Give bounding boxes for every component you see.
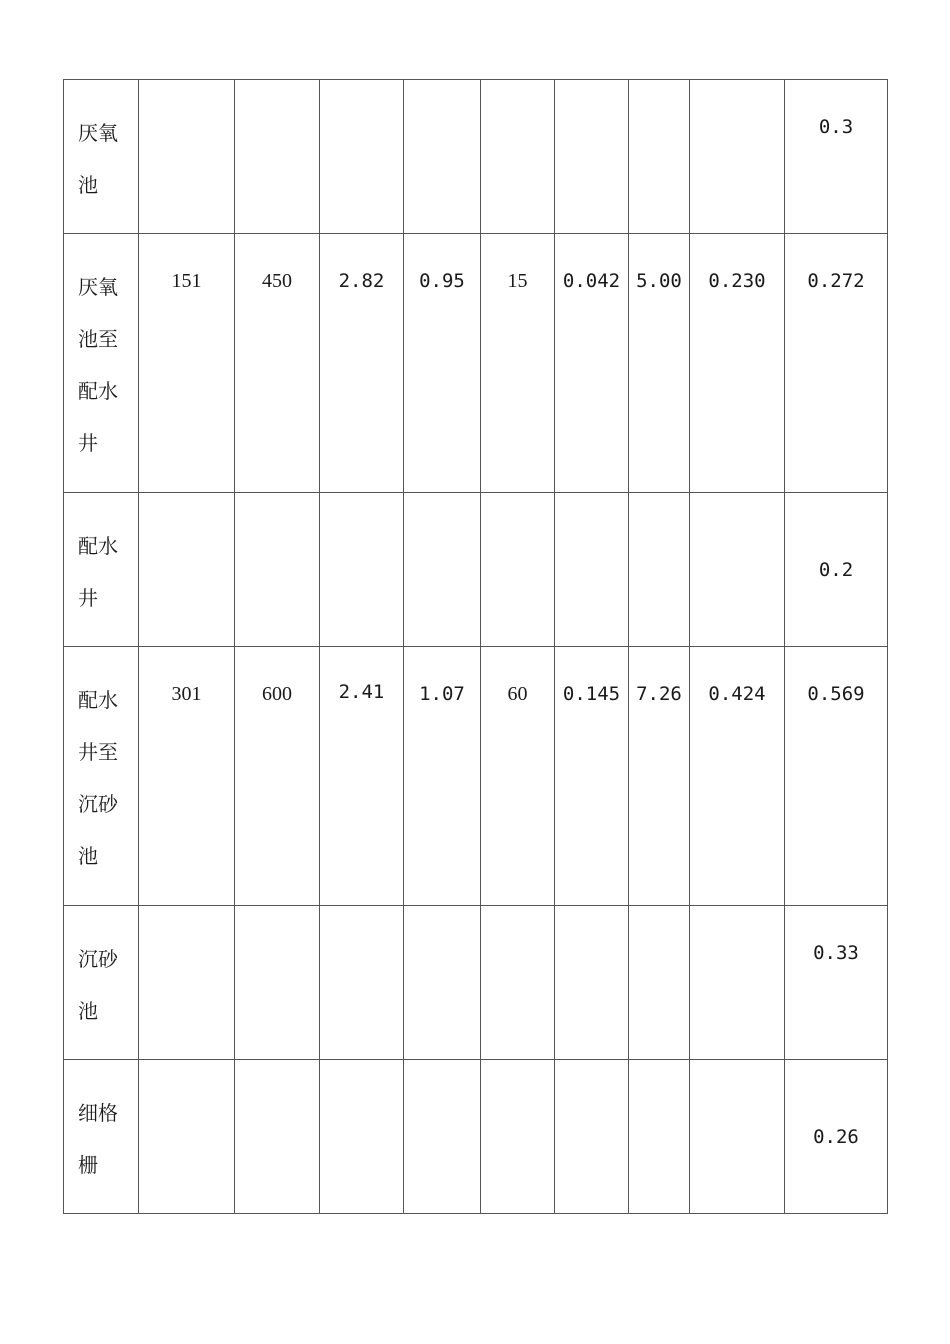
row-label-cell (64, 234, 139, 493)
cell-value (139, 493, 234, 529)
cell-value: 15 (507, 270, 528, 292)
table-cell (629, 1060, 690, 1214)
table-cell (690, 234, 785, 493)
table-cell (235, 234, 320, 493)
row-label: 细格栅 (78, 1101, 118, 1177)
cell-value: 450 (262, 270, 292, 292)
cell-value (235, 1060, 319, 1096)
cell-value: 2.82 (338, 270, 385, 292)
cell-value (555, 1060, 628, 1096)
cell-value: 1.07 (419, 683, 465, 705)
table-cell (785, 647, 888, 906)
cell-value: 0.145 (562, 683, 621, 705)
table-cell (320, 493, 404, 647)
cell-value (404, 906, 480, 942)
row-label: 配水井至沉砂池 (78, 688, 118, 868)
cell-value (481, 906, 554, 942)
table-cell (785, 493, 888, 647)
cell-value: 0.26 (813, 1125, 859, 1148)
cell-value (320, 906, 403, 942)
row-label: 厌氧池至配水井 (78, 275, 118, 455)
row-label-cell (64, 80, 139, 234)
cell-value: 0.042 (562, 270, 621, 292)
table-cell (139, 234, 235, 493)
table-row (64, 493, 888, 647)
table-cell (629, 906, 690, 1060)
row-label-cell (64, 906, 139, 1060)
table-cell (481, 906, 555, 1060)
table-cell (481, 234, 555, 493)
table-cell (404, 1060, 481, 1214)
row-label: 厌氧池 (78, 121, 118, 197)
table-cell (481, 647, 555, 906)
table-cell (629, 80, 690, 234)
table-row (64, 80, 888, 234)
cell-value (404, 493, 480, 529)
table-cell (555, 647, 629, 906)
cell-value (481, 493, 554, 529)
cell-value: 0.33 (813, 942, 859, 964)
table-cell (404, 80, 481, 234)
cell-value (555, 493, 628, 529)
cell-value (629, 906, 689, 942)
cell-value (139, 1060, 234, 1096)
row-label-cell (64, 493, 139, 647)
hydraulic-calc-table (63, 79, 888, 1214)
cell-value (690, 1060, 784, 1096)
cell-value (320, 1060, 403, 1096)
cell-value: 600 (262, 683, 292, 705)
table-cell (139, 1060, 235, 1214)
cell-value: 0.95 (419, 270, 465, 292)
table-cell (690, 906, 785, 1060)
cell-value (139, 906, 234, 942)
table-cell (139, 493, 235, 647)
table-cell (139, 647, 235, 906)
table-cell (481, 493, 555, 647)
cell-value (139, 80, 234, 116)
table-cell (629, 234, 690, 493)
cell-value (235, 493, 319, 529)
cell-value (235, 80, 319, 116)
cell-value (629, 493, 689, 529)
table-cell (404, 234, 481, 493)
cell-value: 0.2 (818, 558, 854, 581)
table-cell (555, 234, 629, 493)
table-cell (629, 493, 690, 647)
cell-value (629, 1060, 689, 1096)
cell-value (235, 906, 319, 942)
row-label-cell (64, 647, 139, 906)
table-cell (320, 906, 404, 1060)
table-cell (555, 493, 629, 647)
table-cell (235, 1060, 320, 1214)
table-row (64, 906, 888, 1060)
table-cell (785, 234, 888, 493)
row-label: 配水井 (78, 534, 118, 610)
table-cell (785, 80, 888, 234)
cell-value (690, 493, 784, 529)
cell-value (690, 906, 784, 942)
table-cell (481, 80, 555, 234)
table-cell (320, 647, 404, 906)
cell-value (481, 1060, 554, 1096)
cell-value (481, 80, 554, 116)
table-cell (555, 1060, 629, 1214)
table-cell (235, 493, 320, 647)
cell-value: 7.26 (636, 683, 682, 705)
table-cell (320, 1060, 404, 1214)
table-cell (690, 493, 785, 647)
table-cell (785, 906, 888, 1060)
table-cell (555, 80, 629, 234)
cell-value (690, 80, 784, 116)
table-cell (320, 80, 404, 234)
table-cell (690, 80, 785, 234)
table-cell (555, 906, 629, 1060)
table-cell (235, 906, 320, 1060)
cell-value (404, 1060, 480, 1096)
table-cell (139, 80, 235, 234)
table-cell (785, 1060, 888, 1214)
cell-value (320, 493, 403, 529)
table-cell (404, 647, 481, 906)
table-cell (481, 1060, 555, 1214)
table-cell (404, 493, 481, 647)
table-cell (404, 906, 481, 1060)
table-cell (320, 234, 404, 493)
table-cell (139, 906, 235, 1060)
table-row (64, 234, 888, 493)
row-label: 沉砂池 (78, 947, 118, 1023)
cell-value: 60 (507, 683, 528, 705)
cell-value (555, 80, 628, 116)
table-row (64, 1060, 888, 1214)
cell-value: 151 (171, 270, 202, 292)
table-row (64, 647, 888, 906)
table-cell (690, 1060, 785, 1214)
cell-value (555, 906, 628, 942)
cell-value: 301 (171, 683, 202, 705)
row-label-cell (64, 1060, 139, 1214)
table-cell (690, 647, 785, 906)
table-cell (235, 647, 320, 906)
cell-value: 5.00 (636, 270, 682, 292)
cell-value: 0.424 (708, 683, 766, 705)
cell-value: 0.272 (807, 270, 865, 292)
table-cell (235, 80, 320, 234)
cell-value: 0.230 (708, 270, 766, 292)
cell-value: 2.41 (338, 681, 385, 703)
cell-value: 0.3 (818, 116, 854, 138)
cell-value (320, 80, 403, 116)
cell-value (404, 80, 480, 116)
cell-value: 0.569 (807, 683, 865, 705)
table-cell (629, 647, 690, 906)
cell-value (629, 80, 689, 116)
